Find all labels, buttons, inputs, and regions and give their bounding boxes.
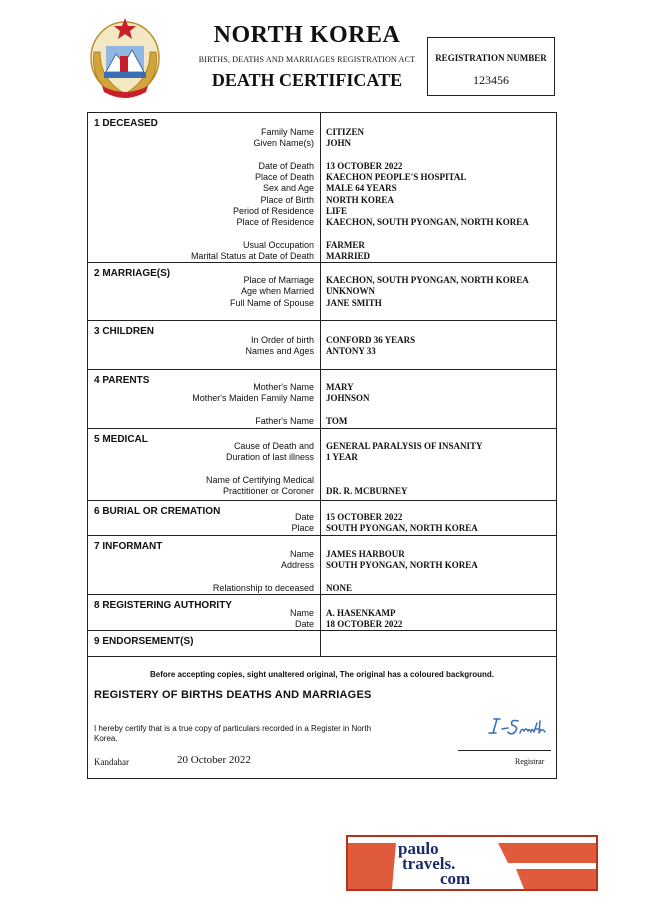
field-label: Practitioner or Coroner (222, 486, 314, 496)
section-medical (88, 429, 556, 501)
field-label: Family Name (260, 127, 314, 137)
field-label: Relationship to deceased (212, 583, 314, 593)
section-heading: 2 MARRIAGE(S) (94, 268, 171, 279)
field-value: KAECHON, SOUTH PYONGAN, NORTH KOREA (326, 217, 529, 227)
section-heading: 4 PARENTS (94, 375, 150, 386)
section-heading: 5 MEDICAL (94, 434, 148, 445)
field-label: Full Name of Spouse (229, 298, 314, 308)
field-label: Father's Name (255, 416, 314, 426)
issue-place: Kandahar (94, 757, 129, 767)
logo-text (398, 841, 518, 886)
field-value: SOUTH PYONGAN, NORTH KOREA (326, 560, 478, 570)
field-value: DR. R. MCBURNEY (326, 486, 408, 496)
field-label: Date (294, 512, 314, 522)
paulo-travels-logo (346, 835, 598, 891)
field-label: Date of Death (258, 161, 314, 171)
field-label: Place (291, 523, 314, 533)
registrar-label: Registrar (515, 757, 545, 766)
country-title: NORTH KOREA (213, 22, 401, 48)
field-value: LIFE (326, 206, 348, 216)
field-label: Marital Status at Date of Death (190, 251, 314, 261)
section-heading: 3 CHILDREN (94, 326, 155, 337)
section-endorsement (88, 631, 556, 657)
document-title: DEATH CERTIFICATE (211, 70, 403, 90)
field-label: In Order of birth (250, 335, 314, 345)
field-value: CONFORD 36 YEARS (326, 335, 416, 345)
registrar-signature (484, 715, 554, 739)
field-value: CITIZEN (326, 127, 365, 137)
logo-line: com (440, 869, 471, 888)
field-value: FARMER (326, 240, 365, 250)
field-label: Place of Birth (260, 195, 314, 205)
field-label: Period of Residence (232, 206, 314, 216)
copy-notice: Before accepting copies, sight unaltered original, The original has a coloured background. (149, 670, 495, 679)
field-value: KAECHON PEOPLE'S HOSPITAL (326, 172, 467, 182)
field-value: SOUTH PYONGAN, NORTH KOREA (326, 523, 478, 533)
field-value: JOHN (326, 138, 352, 148)
field-value: ANTONY 33 (326, 346, 376, 356)
field-label: Mother's Maiden Family Name (192, 393, 314, 403)
field-label: Given Name(s) (253, 138, 314, 148)
field-label: Name of Certifying Medical (205, 475, 314, 485)
field-value: JAMES HARBOUR (326, 549, 405, 559)
registration-label: REGISTRATION NUMBER (435, 53, 547, 63)
logo-line: paulo (398, 839, 439, 858)
field-label: Usual Occupation (242, 240, 314, 250)
field-value: KAECHON, SOUTH PYONGAN, NORTH KOREA (326, 275, 529, 285)
section-children (88, 321, 556, 370)
field-value: MALE 64 YEARS (326, 183, 397, 193)
field-value: GENERAL PARALYSIS OF INSANITY (326, 441, 483, 451)
field-value: MARY (326, 382, 354, 392)
registry-title: REGISTERY OF BIRTHS DEATHS AND MARRIAGES (94, 689, 372, 701)
certification-text: I hereby certify that is a true copy of particulars recorded in a Register in North Korea. (94, 724, 372, 743)
section-heading: 8 REGISTERING AUTHORITY (94, 600, 232, 611)
field-label: Names and Ages (245, 346, 314, 356)
field-label: Cause of Death and (233, 441, 314, 451)
section-deceased (88, 113, 556, 263)
section-registering-authority (88, 595, 556, 631)
field-value: 15 OCTOBER 2022 (326, 512, 403, 522)
field-label: Address (280, 560, 314, 570)
field-value: A. HASENKAMP (326, 608, 396, 618)
field-label: Age when Married (240, 286, 314, 296)
field-label: Duration of last illness (225, 452, 314, 462)
field-value: JOHNSON (326, 393, 370, 403)
field-label: Name (289, 608, 314, 618)
section-heading: 7 INFORMANT (94, 541, 163, 552)
issue-date: 20 October 2022 (177, 754, 251, 766)
field-label: Date (294, 619, 314, 629)
state-emblem (86, 12, 164, 106)
certificate-table (87, 112, 557, 779)
section-burial (88, 501, 556, 536)
field-value: MARRIED (326, 251, 370, 261)
field-value: NONE (326, 583, 353, 593)
field-label: Place of Death (254, 172, 314, 182)
field-value: 18 OCTOBER 2022 (326, 619, 403, 629)
field-value: 13 OCTOBER 2022 (326, 161, 403, 171)
field-value: JANE SMITH (326, 298, 382, 308)
section-parents (88, 370, 556, 429)
field-label: Sex and Age (262, 183, 314, 193)
field-value: NORTH KOREA (326, 195, 394, 205)
logo-line: travels. (402, 854, 456, 873)
registration-number: 123456 (473, 73, 509, 87)
field-label: Name (289, 549, 314, 559)
field-label: Place of Residence (236, 217, 314, 227)
section-heading: 9 ENDORSEMENT(S) (94, 636, 194, 647)
section-heading: 6 BURIAL OR CREMATION (94, 506, 221, 517)
section-informant (88, 536, 556, 595)
registration-box (427, 37, 555, 96)
field-value: UNKNOWN (326, 286, 375, 296)
field-value: 1 YEAR (326, 452, 358, 462)
section-marriage (88, 263, 556, 321)
field-label: Mother's Name (253, 382, 314, 392)
signature-line (458, 750, 551, 751)
field-label: Place of Marriage (243, 275, 314, 285)
section-heading: 1 DECEASED (94, 118, 158, 129)
field-value: TOM (326, 416, 348, 426)
act-subtitle: BIRTHS, DEATHS AND MARRIAGES REGISTRATION ACT (198, 55, 416, 64)
